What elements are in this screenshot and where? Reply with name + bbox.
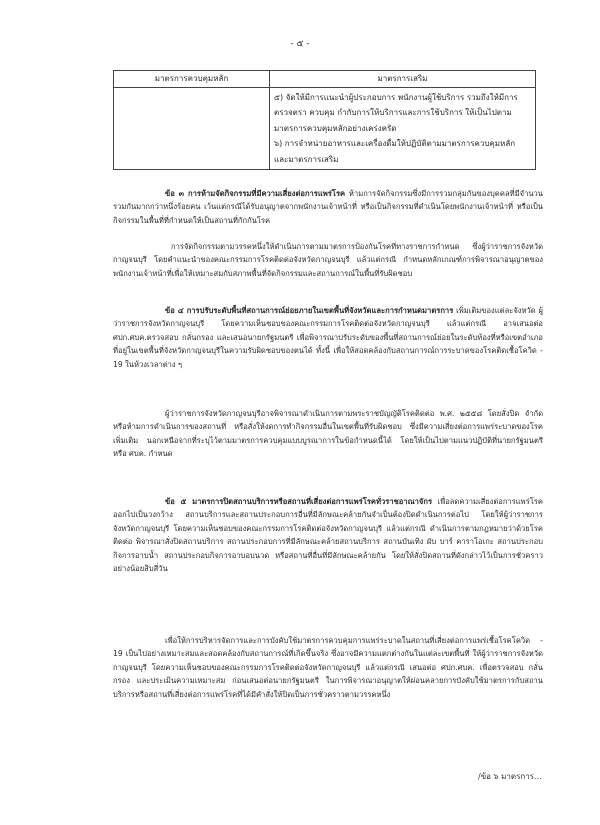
clause-4-paragraph [113, 304, 543, 371]
page-footer-continuation: /ข้อ ๖ มาตรการ... [478, 772, 542, 781]
clause-3-paragraph-2: การจัดกิจกรรมตามวรรคหนึ่งให้ดำเนินการตามมาตรการป้องกันโรคที่ทางราชการกำหนด ซึ่งผู้ว่าราชการจังหวัดกาญจนบุรี โดยคำแนะนำของคณะกรรมการโรคติดต่อจังหวัดกาญจนบุรี แล้วแต่กรณี กำหนดหลักเกณฑ์การพิจารณาอนุญาตของพนักงานเจ้าหน้าที่เพื่อให้เหมาะสมกับสภาพพื้นที่จัดกิจกรรมและสถานการณ์ในพื้นที่รับผิดชอบ [113, 242, 543, 278]
clause-5-paragraph-2: เพื่อให้การบริหารจัดการและการบังคับใช้มาตรการควบคุมการแพร่ระบาดในสถานที่เสี่ยงต่อการแพร่เชื้อโรคโควิด - 19 เป็นไปอย่างเหมาะสมและสอดคล้องกับสถานการณ์ที่เกิดขึ้นจริง ซึ่งอาจมีความแตกต่างกันในแต่ละเขตพื้นที่ ให้ผู้ว่าราชการจังหวัดกาญจนบุรี โดยความเห็นชอบของคณะกรรมการโรคติดต่อจังหวัดกาญจนบุรี แล้วแต่กรณี เสนอต่อ ศปก.ศบค. เพื่อตรวจสอบ กลั่นกรอง และประเมินความเหมาะสม ก่อนเสนอต่อนายกรัฐมนตรี ในการพิจารณาอนุญาตให้ผ่อนคลายการบังคับใช้มาตรการกับสถานบริการหรือสถานที่เสี่ยงต่อการแพร่โรคที่ได้มีคำสั่งให้ปิดเป็นการชั่วคราวตามวรรคหนึ่ง [113, 636, 543, 699]
clause-3-heading: ข้อ ๓ การห้ามจัดกิจกรรมที่มีความเสี่ยงต่อการแพร่โรค [165, 189, 346, 198]
clause-5-heading: ข้อ ๕ มาตรการปิดสถานบริการหรือสถานที่เสี่ยงต่อการแพร่โรคทั่วราชอาณาจักร [165, 497, 433, 506]
clause-4-text: เพิ่มเติมของแต่ละจังหวัด ผู้ว่าราชการจังหวัดกาญจนบุรี โดยความเห็นชอบของคณะกรรมการโรคติดต่อจังหวัดกาญจนบุรี แล้วแต่กรณี อาจเสนอต่อ ศปก.ศบค.ตรวจสอบ กลั่นกรอง และเสนอนายกรัฐมนตรี เพื่อพิจารณาปรับระดับของพื้นที่สถานการณ์ย่อยในระดับท้องที่หรือเขตอำเภอที่อยู่ในเขตพื้นที่จังหวัดกาญจนบุรีในความรับผิดชอบของตนได้ ทั้งนี้ เพื่อให้สอดคล้องกับสถานการณ์การระบาดของโรคติดเชื้อโควิด - 19 ในห้วงเวลาต่าง ๆ [113, 306, 543, 369]
table-row [114, 87, 536, 170]
table-header-row [114, 71, 536, 88]
supplementary-measures-cell [270, 87, 536, 170]
main-measures-cell [114, 87, 270, 170]
page-number: - ๕ - [290, 39, 310, 49]
clause-3-paragraph [113, 187, 543, 227]
clause-3-text: ห้ามการจัดกิจกรรมซึ่งมีการรวมกลุ่มกันของบุคคลที่มีจำนวนรวมกันมากกว่าหนึ่งร้อยคน เว้นแต่กรณีได้รับอนุญาตจากพนักงานเจ้าหน้าที่ หรือเป็นกิจกรรมที่ดำเนินโดยพนักงานเจ้าหน้าที่ หรือเป็นกิจกรรมในพื้นที่ที่กำหนดให้เป็นสถานที่กักกันโรค [113, 189, 543, 225]
measure-item-5: ๕) จัดให้มีการแนะนำผู้ประกอบการ พนักงานผู้ใช้บริการ รวมถึงให้มีการตรวจตรา ควบคุม กำกับการให้บริการและการใช้บริการ ให้เป็นไปตามมาตรการควบคุมหลักอย่างเคร่งครัด [274, 92, 518, 133]
clause-4-heading: ข้อ ๔ การปรับระดับพื้นที่สถานการณ์ย่อยภายในเขตพื้นที่จังหวัดและการกำหนดมาตรการ [165, 306, 454, 315]
measures-table [113, 70, 536, 170]
clause-5-paragraph [113, 495, 543, 575]
clause-4-paragraph-2: ผู้ว่าราชการจังหวัดกาญจนบุรีอาจพิจารณาดำเนินการตามพระราชบัญญัติโรคติดต่อ พ.ศ. ๒๕๕๘ โดยสั่งปิด จำกัด หรือห้ามการดำเนินการของสถานที่ หรือสั่งให้งดการทำกิจกรรมอื่นในเขตพื้นที่รับผิดชอบ ซึ่งมีความเสี่ยงต่อการแพร่ระบาดของโรคเพิ่มเติม นอกเหนือจากที่ระบุไว้ตามมาตรการควบคุมแบบบูรณาการในข้อกำหนดนี้ได้ โดยให้เป็นไปตามแนวปฏิบัติที่นายกรัฐมนตรี หรือ ศบค. กำหนด [113, 409, 543, 459]
main-measures-header: มาตรการควบคุมหลัก [114, 71, 270, 88]
supplementary-measures-header: มาตรการเสริม [270, 71, 536, 88]
clause-5-text: เพื่อลดความเสี่ยงต่อการแพร่โรคออกไปเป็นวงกว้าง สถานบริการและสถานประกอบการอื่นที่มีลักษณะคล้ายกันจำเป็นต้องปิดดำเนินการต่อไป โดยให้ผู้ว่าราชการจังหวัดกาญจนบุรี โดยความเห็นชอบของคณะกรรมการโรคติดต่อจังหวัดกาญจนบุรี แล้วแต่กรณี ดำเนินการตามกฎหมายว่าด้วยโรคติดต่อ พิจารณาสั่งปิดสถานบริการ สถานประกอบการที่มีลักษณะคล้ายสถานบริการ สถานบันเทิง ผับ บาร์ คาราโอเกะ สถานประกอบกิจการอาบน้ำ สถานประกอบกิจการอาบอบนวด หรือสถานที่อื่นที่มีลักษณะคล้ายกัน โดยให้สั่งปิดสถานที่ดังกล่าวไว้เป็นการชั่วคราวอย่างน้อยสิบสี่วัน [113, 497, 543, 574]
measure-item-6: ๖) การจำหน่ายอาหารและเครื่องดื่มให้ปฏิบัติตามมาตรการควบคุมหลักและมาตรการเสริม [274, 139, 516, 164]
